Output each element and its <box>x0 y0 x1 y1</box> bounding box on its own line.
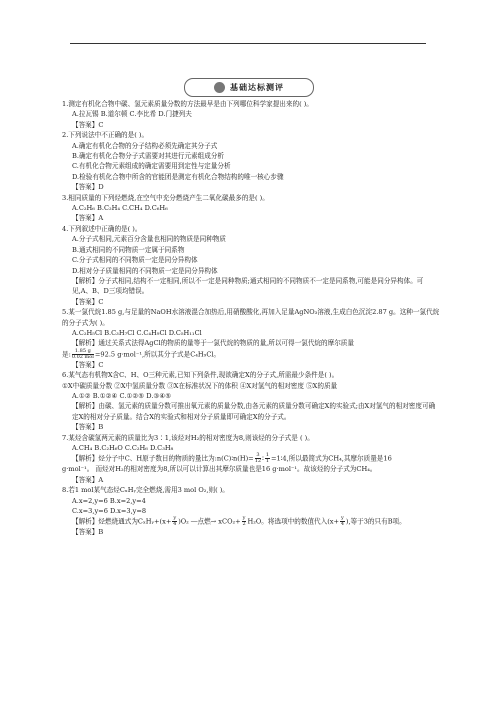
option: B.确定有机化合物分子式需要对其进行元素组成分析 <box>72 152 225 161</box>
explanation: 【解析】由碳、氢元素的质量分数可推出氧元素的质量分数,由各元素的质量分数可确定X的实验式;由X对氢气的相对密度可确定X的相对分子质量。结合X的实验式和相对分子质量即可确定X的分子式。 <box>72 402 436 421</box>
option: B.通式相同的不同物质一定属于同系物 <box>72 245 185 254</box>
answer: 【答案】D <box>72 183 104 192</box>
exercise-content <box>62 99 440 538</box>
explanation: 【解析】分子式相同,结构不一定相同,所以不一定是同种物质;通式相同的不同物质不一定是同系物,可能是同分异构体。可见,A、B、D三项均错误。 <box>72 276 424 296</box>
question-stem: 8.若1 mol某气态烃CₓHᵧ完全燃烧,需用3 mol O₂,则( )。 <box>62 486 229 495</box>
option: C.分子式相同的不同物质一定是同分异构体 <box>72 256 198 265</box>
fraction: $\frac{y}{4}$ <box>173 515 177 528</box>
explanation: 【解析】通过关系式法得AgCl的物质的量等于一氯代烷的物质的量,所以可得一氯代烷的摩尔质量 <box>72 339 354 348</box>
fraction: $\frac{y}{4}$ <box>340 515 345 528</box>
option: C.有机化合物元素组成的确定需要用到定性与定量分析 <box>72 162 231 171</box>
question-stem: 7.某烃含碳氢两元素的质量比为3∶1,该烃对H₂的相对密度为8,则该烃的分子式是 ( )。 <box>62 433 314 442</box>
answer: 【答案】B <box>72 528 104 537</box>
question-conditions: ①X中碳质量分数 ②X中氢质量分数 ③X在标准状况下的体积 ④X对氢气的相对密度 ⑤X的质量 <box>62 381 338 390</box>
section-title: 基础达标测评 <box>230 83 284 92</box>
question-stem: 6.某气态有机物X含C、H、O三种元素,已知下列条件,现欲确定X的分子式,所需最少条件是( )。 <box>62 371 339 380</box>
question-stem: 5.某一氯代烷1.85 g,与足量的NaOH水溶液混合加热后,用硝酸酸化,再加入足量AgNO₃溶液,生成白色沉淀2.87 g。这种一氯代烷的分子式为( )。 <box>62 308 440 327</box>
fraction: $\frac{1.85 g}{\text{0.02 mol}}$ <box>71 347 94 360</box>
fraction: $\frac{y}{2}$ <box>242 515 246 528</box>
option: A.分子式相同,元素百分含量也相同的物质是同种物质 <box>72 235 227 244</box>
answer: 【答案】A <box>72 475 104 484</box>
answer: 【答案】A <box>72 214 104 223</box>
option: A.x=2,y=6 B.x=2,y=4 <box>72 496 146 505</box>
option: A.确定有机化合物的分子结构必须先确定其分子式 <box>72 141 218 150</box>
question-stem: 2.下列说法中不正确的是( )。 <box>62 131 149 140</box>
question-options: A.拉瓦锡 B.道尔顿 C.李比希 D.门捷列夫 <box>72 110 192 119</box>
banner-bullet-icon <box>214 82 225 93</box>
section-banner <box>184 78 314 97</box>
question-options: A.C₂H₆ B.C₂H₄ C.CH₄ D.C₆H₆ <box>72 204 168 213</box>
question-stem: 3.相同质量的下列烃燃烧,在空气中充分燃烧产生二氧化碳最多的是( )。 <box>62 193 269 202</box>
explanation-formula: 是: $\frac{1.85 g}{\text{0.02 mol}}$ =92.5 g·mol⁻¹,所以其分子式是C₄H₉Cl。 <box>62 347 221 360</box>
question-options: A.CH₄ B.C₂H₆O C.C₂H₆ D.C₃H₈ <box>72 444 174 452</box>
answer: 【答案】B <box>72 423 104 432</box>
fraction: $\frac{1}{1}$ <box>265 452 269 465</box>
option: D.相对分子质量相同的不同物质一定是同分异构体 <box>72 266 218 275</box>
option: C.x=3,y=6 D.x=3,y=8 <box>72 507 147 516</box>
question-stem: 1.测定有机化合物中碳、氢元素质量分数的方法最早是由下列哪位科学家提出来的( )。 <box>62 100 313 108</box>
explanation-formula: 【解析】烃分子中C、H原子数目的物质的量比为:n(C)∶n(H)= $\frac{3}{12}$ ∶ $\frac{1}{1}$ =1∶4,所以最简式为CH₄,其摩尔质量是16 <box>72 452 392 465</box>
answer: 【答案】C <box>72 360 104 369</box>
option: D.检验有机化合物中所含的官能团是测定有机化合物结构的唯一核心步骤 <box>72 172 284 181</box>
answer: 【答案】C <box>72 297 104 306</box>
explanation-formula: 【解析】烃燃烧通式为CₓHᵧ+(x+ $\frac{y}{4}$ )O₂ ―点燃→ xCO₂+ $\frac{y}{2}$ H₂O。将选项中的数值代入(x+ $\frac{y}{4}$ ),等于3的只有B项。 <box>72 515 406 528</box>
question-options: A.①② B.①②④ C.①②⑤ D.③④⑤ <box>72 391 172 400</box>
question-stem: 4.下列叙述中正确的是( )。 <box>62 224 142 233</box>
fraction: $\frac{3}{12}$ <box>254 452 262 465</box>
header-rule <box>70 43 426 44</box>
answer: 【答案】C <box>72 120 104 129</box>
explanation: g·mol⁻¹。 而烃对H₂的相对密度为8,所以可以计算出其摩尔质量也是16 g·mol⁻¹。故该烃的分子式为CH₄。 <box>62 465 377 474</box>
question-options: A.C₂H₅Cl B.C₃H₇Cl C.C₄H₉Cl D.C₅H₁₁Cl <box>72 328 202 337</box>
